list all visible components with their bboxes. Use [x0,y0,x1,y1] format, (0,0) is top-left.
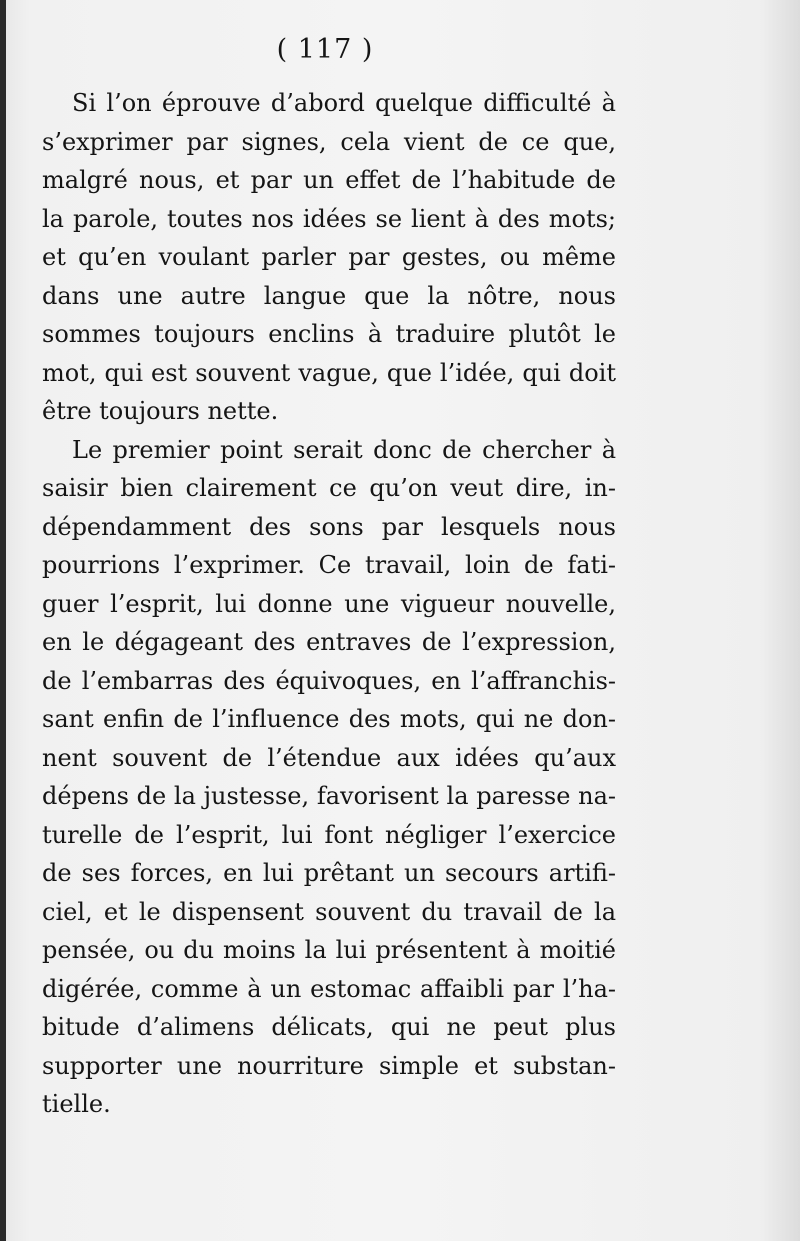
text-line: supporter une nourriture simple et substan- [42,1051,616,1080]
text-line: de l’embarras des équivoques, en l’affranchis- [42,666,616,695]
text-line: nent souvent de l’étendue aux idées qu’aux [42,743,616,772]
text-line: ciel, et le dispensent souvent du travail de la [42,897,616,926]
text-line: s’exprimer par signes, cela vient de ce que, [42,127,616,156]
text-line: être toujours nette. [42,397,279,425]
text-line: turelle de l’esprit, lui font négliger l’exercice [42,820,616,849]
text-line: mot, qui est souvent vague, que l’idée, qui doit [42,358,616,387]
body-text [42,84,616,1124]
text-line: malgré nous, et par un effet de l’habitude de [42,166,616,194]
text-line: dépens de la justesse, favorisent la paresse na- [42,782,616,810]
text-line: dans une autre langue que la nôtre, nous [42,281,616,310]
text-line: bitude d’alimens délicats, qui ne peut plus [42,1013,616,1041]
text-line: pourrions l’exprimer. Ce travail, loin de fati- [42,551,616,579]
text-line: et qu’en voulant parler par gestes, ou même [42,243,616,271]
text-line: digérée, comme à un estomac affaibli par l’ha- [42,974,616,1003]
text-line: guer l’esprit, lui donne une vigueur nouvelle, [42,589,616,618]
text-line: Le premier point serait donc de chercher à [72,435,616,464]
text-line: tielle. [42,1090,111,1118]
text-line: la parole, toutes nos idées se lient à des mots; [42,204,616,233]
text-line: pensée, ou du moins la lui présentent à moitié [42,936,616,964]
text-line: dépendamment des sons par lesquels nous [42,512,616,541]
text-line: saisir bien clairement ce qu’on veut dire, in- [42,474,616,502]
text-line: sommes toujours enclins à traduire plutôt le [42,320,616,348]
text-line: en le dégageant des entraves de l’expression, [42,628,616,656]
text-line: de ses forces, en lui prêtant un secours artifi- [42,859,616,887]
text-line: Si l’on éprouve d’abord quelque difficulté à [72,89,616,117]
page-edge-shadow [0,0,6,1241]
text-line: sant enfin de l’influence des mots, qui ne don- [42,705,616,733]
page-number: ( 117 ) [276,34,374,65]
